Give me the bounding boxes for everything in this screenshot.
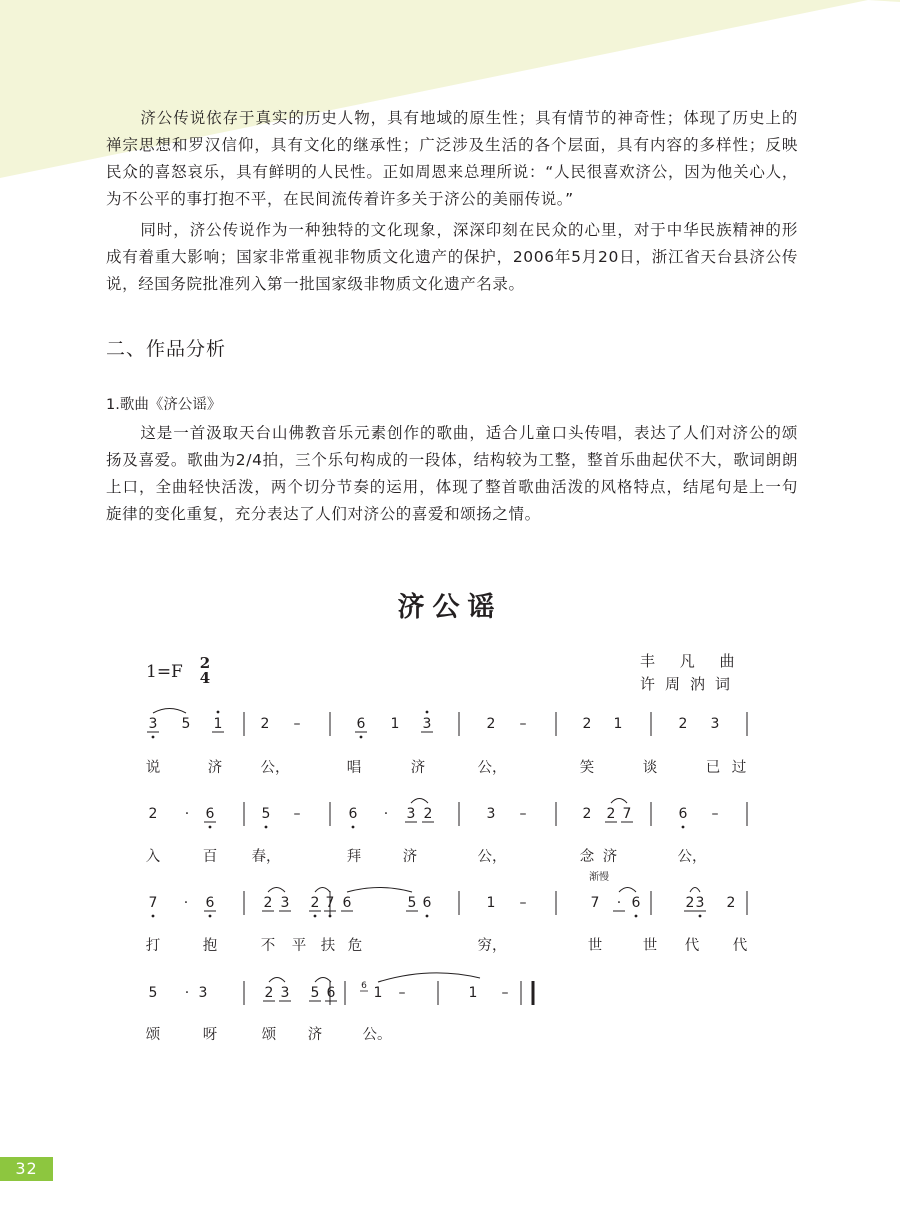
score-lyric: 代	[684, 938, 700, 954]
score-note: 3	[406, 806, 416, 822]
score-note: ·	[184, 806, 190, 822]
slur	[690, 888, 700, 893]
score-note: ·	[184, 985, 190, 1001]
score-lyric: 公。	[362, 1027, 392, 1043]
score-note: 5	[310, 985, 320, 1001]
tempo-marking: 渐慢	[589, 872, 609, 883]
score-lyric: 公，	[477, 849, 507, 865]
octave-dot	[152, 736, 155, 739]
composer-credit: 丰 凡 曲	[640, 652, 745, 670]
score-lyric: 抱	[202, 938, 218, 954]
lyricist-name: 许周汭	[640, 675, 716, 693]
score-note: 2	[264, 985, 274, 1001]
score-note: 1	[486, 895, 496, 911]
score-lyric: 济	[602, 849, 618, 865]
score-note: 3	[148, 716, 158, 732]
score-lyric: 公，	[477, 760, 507, 776]
score-note: –	[501, 985, 509, 1001]
section-heading: 二、作品分析	[106, 338, 227, 360]
score-lyric: 说	[145, 760, 161, 776]
score-lyric: 百	[202, 849, 218, 865]
song-subheading: 1.歌曲《济公谣》	[106, 397, 222, 413]
score-note: 6	[356, 716, 366, 732]
score-lyric: 济	[402, 849, 418, 865]
song-title: 济公谣	[397, 592, 503, 623]
score-note: 2	[260, 716, 270, 732]
score-lyric: 颂	[145, 1027, 161, 1043]
score-lyric: 济	[207, 760, 223, 776]
score-note: 2	[310, 895, 320, 911]
score-note: –	[519, 716, 527, 732]
score-note: 1	[373, 985, 383, 1001]
score-note: 1	[213, 716, 223, 732]
score-note: 5	[261, 806, 271, 822]
key-signature: 1=F	[146, 662, 183, 682]
score-lyric: 济	[307, 1027, 323, 1043]
time-signature-bottom: 4	[199, 669, 211, 687]
score-lyric: 平	[291, 938, 307, 954]
score-note: 6	[205, 806, 215, 822]
score-note: 2	[606, 806, 616, 822]
score-note: 5	[181, 716, 191, 732]
octave-dot	[217, 711, 220, 714]
score-lyric: 念	[579, 849, 595, 865]
score-note: 2	[678, 716, 688, 732]
score-lyric: 颂	[261, 1027, 277, 1043]
octave-dot	[314, 915, 317, 918]
score-note: 1	[613, 716, 623, 732]
score-note: 6	[342, 895, 352, 911]
octave-dot	[209, 826, 212, 829]
score-note: –	[519, 806, 527, 822]
score-note: 1	[468, 985, 478, 1001]
score-note: 2	[263, 895, 273, 911]
score-note: 6	[348, 806, 358, 822]
score-lyric: 笑	[579, 760, 595, 776]
score-note: –	[293, 716, 301, 732]
score-note: 2	[486, 716, 496, 732]
slur	[315, 888, 330, 893]
score-lyric: 世	[642, 938, 658, 954]
time-signature-top: 2	[199, 654, 211, 672]
slur	[268, 888, 285, 893]
score-lyric: 穷，	[477, 938, 507, 954]
score-note: 3	[198, 985, 208, 1001]
score-lyric: 呀	[202, 1027, 218, 1043]
score-note: 2	[582, 716, 592, 732]
score-lyric: 世	[587, 938, 603, 954]
score-lyric: 过	[731, 760, 747, 776]
slur	[619, 888, 636, 893]
score-lyric: 济	[410, 760, 426, 776]
slur	[411, 799, 428, 804]
score-lyric: 春，	[251, 849, 281, 865]
score-note: 6	[678, 806, 688, 822]
score-note: 7	[325, 895, 335, 911]
score-lyric: 唱	[346, 760, 362, 776]
score-note: 7	[622, 806, 632, 822]
score-note: 6	[422, 895, 432, 911]
slur	[611, 799, 627, 804]
octave-dot	[352, 826, 355, 829]
score-note: 6	[631, 895, 641, 911]
slur	[269, 978, 285, 983]
score-lyric: 谈	[642, 760, 658, 776]
score-lyric: 公，	[677, 849, 707, 865]
octave-dot	[426, 711, 429, 714]
score-note: –	[519, 895, 527, 911]
body-paragraph: 同时，济公传说作为一种独特的文化现象，深深印刻在民众的心里，对于中华民族精神的形成有着重大影响；国家非常重视非物质文化遗产的保护，2006年5月20日，浙江省天台县济公传说，经国务院批准列入第一批国家级非物质文化遗产名录。	[106, 221, 798, 293]
score-note: 1	[390, 716, 400, 732]
octave-dot	[635, 915, 638, 918]
score-note: 6	[326, 985, 336, 1001]
score-lyric: 不	[260, 938, 276, 954]
score-note: 3	[710, 716, 720, 732]
score-note: 2	[148, 806, 158, 822]
page-number: 32	[0, 1157, 53, 1181]
slur	[315, 978, 331, 983]
octave-dot	[360, 736, 363, 739]
score-note: –	[398, 985, 406, 1001]
slur	[347, 888, 412, 893]
score-lyric: 拜	[346, 849, 362, 865]
score-note: ·	[383, 806, 389, 822]
score-lyric: 公，	[260, 760, 290, 776]
score-note: 2	[726, 895, 736, 911]
octave-dot	[682, 826, 685, 829]
score-note: –	[293, 806, 301, 822]
score-note: 3	[422, 716, 432, 732]
score-note: ·	[183, 895, 189, 911]
grace-note: 6	[361, 981, 367, 991]
octave-dot	[152, 915, 155, 918]
octave-dot	[209, 915, 212, 918]
score-lyric: 扶	[320, 938, 336, 954]
score-note: 3	[486, 806, 496, 822]
score-note: 3	[280, 895, 290, 911]
octave-dot	[329, 915, 332, 918]
score-note: 5	[148, 985, 158, 1001]
score-lyric: 代	[732, 938, 748, 954]
lyricist-role: 词	[715, 675, 732, 693]
score-lyric: 已	[705, 760, 721, 776]
score-lyric: 入	[145, 849, 161, 865]
score-note: 6	[205, 895, 215, 911]
octave-dot	[699, 915, 702, 918]
body-paragraph: 这是一首汲取天台山佛教音乐元素创作的歌曲，适合儿童口头传唱，表达了人们对济公的颂扬及喜爱。歌曲为2/4拍，三个乐句构成的一段体，结构较为工整，整首乐曲起伏不大，歌词朗朗上口，全曲轻快活泼，两个切分节奏的运用，体现了整首歌曲活泼的风格特点，结尾句是上一句旋律的变化重复，充分表达了人们对济公的喜爱和颂扬之情。	[106, 424, 798, 523]
score-note: 2	[685, 895, 695, 911]
slur	[153, 709, 186, 714]
score-note: 2	[582, 806, 592, 822]
tie	[378, 973, 480, 982]
body-paragraph: 济公传说依存于真实的历史人物，具有地域的原生性；具有情节的神奇性；体现了历史上的禅宗思想和罗汉信仰，具有文化的继承性；广泛涉及生活的各个层面，具有内容的多样性；反映民众的喜怒哀乐，具有鲜明的人民性。正如周恩来总理所说：“人民很喜欢济公，因为他关心人，为不公平的事打抱不平，在民间流传着许多关于济公的美丽传说。”	[106, 109, 798, 208]
score-note: 3	[280, 985, 290, 1001]
score-note: 2	[423, 806, 433, 822]
score-note: 7	[148, 895, 158, 911]
score-note: –	[711, 806, 719, 822]
score-note: 3	[695, 895, 705, 911]
score-note: ·	[616, 895, 622, 911]
score-lyric: 危	[347, 938, 363, 954]
octave-dot	[265, 826, 268, 829]
score-note: 7	[590, 895, 600, 911]
octave-dot	[426, 915, 429, 918]
score-note: 5	[407, 895, 417, 911]
score-lyric: 打	[145, 938, 161, 954]
